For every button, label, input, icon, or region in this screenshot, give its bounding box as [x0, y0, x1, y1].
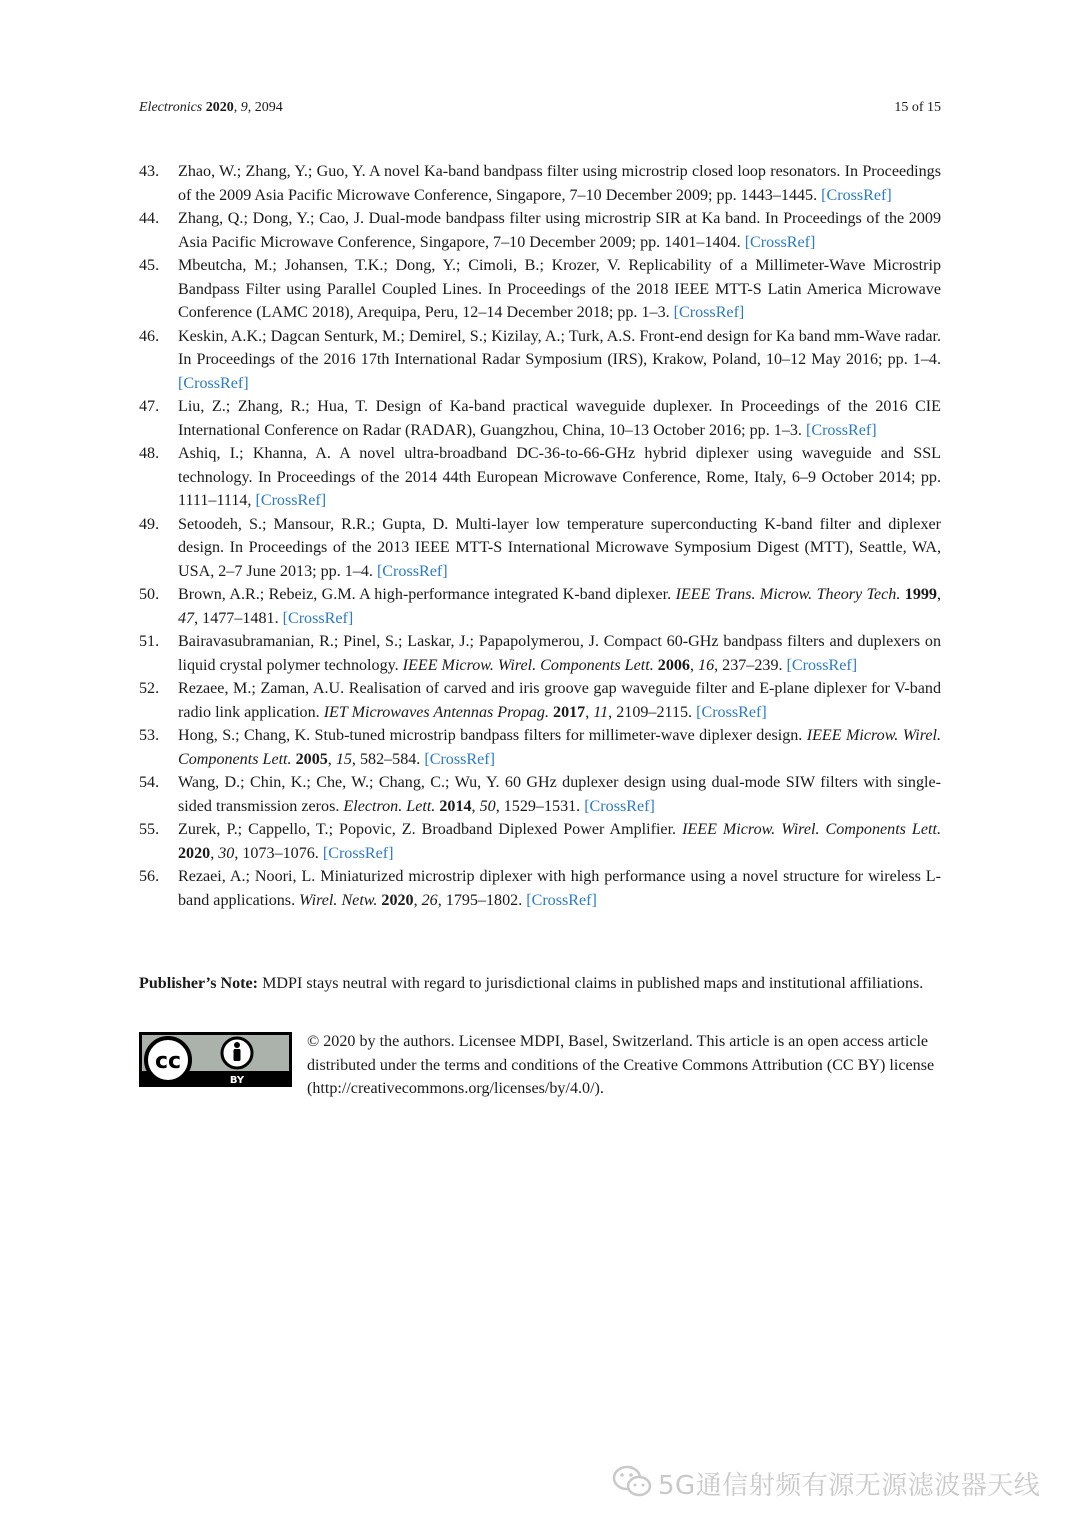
crossref-link[interactable]: [CrossRef] [805, 421, 877, 439]
reference-item [139, 724, 941, 771]
crossref-link[interactable]: [CrossRef] [376, 562, 448, 580]
reference-item [139, 818, 941, 865]
reference-number: 49. [139, 515, 160, 533]
crossref-link[interactable]: [CrossRef] [696, 703, 767, 721]
reference-number: 43. [139, 163, 160, 180]
reference-text: Keskin, A.K.; Dagcan Senturk, M.; Demirel, S.; Kizilay, A.; Turk, A.S. Front-end design for Ka band mm-Wave radar. In Proceedings of the 2016 17th International Radar Symposium (IRS), Krakow, Poland, 10–12 May 2016; pp. 1–4. [178, 327, 941, 368]
reference-text: , 582–584. [351, 750, 425, 768]
reference-number: 48. [139, 445, 160, 462]
reference-year: 2005 [295, 750, 328, 768]
reference-text: Zhang, Q.; Dong, Y.; Cao, J. Dual-mode bandpass filter using microstrip SIR at Ka band. In Proceedings of the 2009 Asia Pacific Microwave Conference, Singapore, 7–10 December 2009; pp. 1401–1404. [178, 210, 941, 251]
reference-number: 53. [139, 727, 160, 744]
cc-by-license-badge[interactable] [139, 1032, 292, 1087]
reference-year: 2017 [553, 703, 586, 721]
reference-item [139, 160, 941, 207]
reference-italic-text: 47 [178, 609, 195, 627]
reference-italic-text: Wirel. Netw. [299, 891, 378, 909]
reference-year: 2014 [439, 797, 472, 815]
journal-name: Electronics [139, 100, 203, 115]
publisher-note-label: Publisher’s Note: [139, 975, 259, 992]
reference-number: 44. [139, 210, 160, 227]
crossref-link[interactable]: [CrossRef] [255, 492, 327, 509]
reference-number: 51. [139, 633, 160, 650]
journal-citation: Electronics 2020, 9, 2094 [139, 100, 283, 115]
crossref-link[interactable]: [CrossRef] [424, 750, 495, 768]
reference-item [139, 207, 941, 254]
reference-italic-text: 16 [698, 656, 715, 674]
publisher-note-text: MDPI stays neutral with regard to jurisdictional claims in published maps and institutional affiliations. [258, 975, 924, 992]
reference-number: 54. [139, 774, 160, 791]
article-number: 2094 [254, 100, 283, 115]
reference-text: Liu, Z.; Zhang, R.; Hua, T. Design of Ka-band practical waveguide duplexer. In Proceedings of the 2016 CIE International Conference on Radar (RADAR), Guangzhou, China, 10–13 October 2016; pp. 1–3. [178, 398, 941, 439]
reference-number: 47. [139, 398, 160, 415]
reference-item [139, 513, 941, 584]
reference-number: 45. [139, 257, 160, 274]
reference-year: 2020 [381, 891, 414, 909]
watermark [612, 1462, 1052, 1502]
reference-item [139, 677, 941, 724]
reference-item [139, 254, 941, 325]
reference-text: , 237–239. [714, 656, 787, 674]
reference-italic-text: IEEE Microw. Wirel. Components Lett. [682, 821, 941, 838]
crossref-link[interactable]: [CrossRef] [744, 233, 816, 251]
reference-text: Zurek, P.; Cappello, T.; Popovic, Z. Broadband Diplexed Power Amplifier. [178, 821, 683, 838]
reference-text: , [936, 586, 941, 603]
reference-text: , 1795–1802. [437, 891, 527, 909]
journal-volume: 9 [240, 100, 248, 115]
reference-number: 55. [139, 821, 160, 838]
crossref-link[interactable]: [CrossRef] [526, 891, 597, 909]
reference-text: Ashiq, I.; Khanna, A. A novel ultra-broadband DC-36-to-66-GHz hybrid diplexer using waveguide and SSL technology. In Proceedings of the 2014 44th European Microwave Conference, Rome, Italy, 6–9 October 2014; pp. 1111–1114, [178, 445, 941, 509]
by-label: BY [229, 1075, 245, 1086]
reference-number: 52. [139, 680, 160, 697]
crossref-link[interactable]: [CrossRef] [673, 304, 745, 321]
license-block [139, 1030, 941, 1100]
reference-year: 2006 [657, 656, 690, 674]
reference-text: Wang, D.; Chin, K.; Che, W.; Chang, C.; Wu, Y. 60 GHz duplexer design using dual-mode SIW filters with single-sided transmission zeros. [178, 774, 941, 815]
publisher-note [139, 974, 941, 993]
wechat-icon [612, 1464, 654, 1500]
reference-list [139, 160, 941, 912]
reference-item [139, 865, 941, 912]
journal-year: 2020 [205, 100, 234, 115]
crossref-link[interactable]: [CrossRef] [786, 656, 858, 674]
reference-text: Hong, S.; Chang, K. Stub-tuned microstrip bandpass filters for millimeter-wave diplexer design. [178, 727, 807, 744]
license-text: © 2020 by the authors. Licensee MDPI, Basel, Switzerland. This article is an open access article distributed under the terms and conditions of the Creative Commons Attribution (CC BY) license (http://creativecommons.org/licenses/by/4.0/). [307, 1033, 935, 1097]
cc-icon-label: cc [154, 1049, 182, 1074]
page-header [139, 100, 941, 120]
reference-year: 2020 [178, 844, 211, 862]
reference-italic-text: 30 [218, 844, 235, 862]
crossref-link[interactable]: [CrossRef] [322, 844, 394, 862]
reference-text: , [327, 750, 336, 768]
reference-text: Zhao, W.; Zhang, Y.; Guo, Y. A novel Ka-band bandpass filter using microstrip closed loop resonators. In Proceedings of the 2009 Asia Pacific Microwave Conference, Singapore, 7–10 December 2009; pp. 1443–1445. [178, 163, 941, 204]
reference-number: 50. [139, 586, 160, 603]
reference-year: 1999 [904, 586, 937, 603]
reference-item [139, 442, 941, 513]
reference-italic-text: 50 [479, 797, 496, 815]
reference-italic-text: 11 [593, 703, 609, 721]
reference-text: Rezaee, M.; Zaman, A.U. Realisation of carved and iris groove gap waveguide filter and E-plane diplexer for V-band radio link application. [178, 680, 941, 721]
reference-number: 46. [139, 327, 160, 345]
reference-text: Bairavasubramanian, R.; Pinel, S.; Laskar, J.; Papapolymerou, J. Compact 60-GHz bandpass filters and duplexers on liquid crystal polymer technology. [178, 633, 941, 674]
reference-text: Rezaei, A.; Noori, L. Miniaturized microstrip diplexer with high performance using a novel structure for wireless L-band applications. [178, 868, 941, 909]
reference-text: , 2109–2115. [608, 703, 697, 721]
reference-italic-text: 26 [421, 891, 438, 909]
crossref-link[interactable]: [CrossRef] [821, 186, 892, 204]
reference-italic-text: 15 [335, 750, 352, 768]
crossref-link[interactable]: [CrossRef] [584, 797, 655, 815]
reference-italic-text: IEEE Microw. Wirel. Components Lett. [402, 656, 654, 674]
reference-text: Setoodeh, S.; Mansour, R.R.; Gupta, D. Multi-layer low temperature superconducting K-band filter and diplexer design. In Proceedings of the 2013 IEEE MTT-S International Microwave Symposium Digest (MTT), Seattle, WA, USA, 2–7 June 2013; pp. 1–4. [178, 515, 941, 580]
reference-text: , 1073–1076. [234, 844, 323, 862]
reference-italic-text: Electron. Lett. [343, 797, 436, 815]
reference-text: , [413, 891, 422, 909]
reference-text: , [689, 656, 699, 674]
reference-item [139, 583, 941, 630]
watermark-text: 5G通信射频有源无源滤波器天线 [658, 1471, 1041, 1501]
reference-item [139, 630, 941, 677]
reference-text: , 1529–1531. [495, 797, 585, 815]
reference-item [139, 395, 941, 442]
crossref-link[interactable]: [CrossRef] [282, 609, 354, 627]
reference-item [139, 325, 941, 396]
reference-text: , [471, 797, 480, 815]
reference-italic-text: IEEE Microw. Wirel. Components Lett. [178, 727, 941, 768]
crossref-link[interactable]: [CrossRef] [178, 374, 249, 392]
reference-item [139, 771, 941, 818]
reference-text: Mbeutcha, M.; Johansen, T.K.; Dong, Y.; Cimoli, B.; Krozer, V. Replicability of a Millimeter-Wave Microstrip Bandpass Filter using Parallel Coupled Lines. In Proceedings of the 2018 IEEE MTT-S Latin America Microwave Conference (LAMC 2018), Arequipa, Peru, 12–14 December 2018; pp. 1–3. [178, 257, 941, 321]
reference-italic-text: IEEE Trans. Microw. Theory Tech. [675, 586, 901, 603]
page-number: 15 of 15 [894, 100, 941, 115]
reference-text: Brown, A.R.; Rebeiz, G.M. A high-performance integrated K-band diplexer. [178, 586, 676, 603]
reference-number: 56. [139, 868, 160, 885]
reference-text: , 1477–1481. [194, 609, 283, 627]
reference-text: , [585, 703, 594, 721]
reference-text: , [210, 844, 219, 862]
reference-italic-text: IET Microwaves Antennas Propag. [323, 703, 549, 721]
